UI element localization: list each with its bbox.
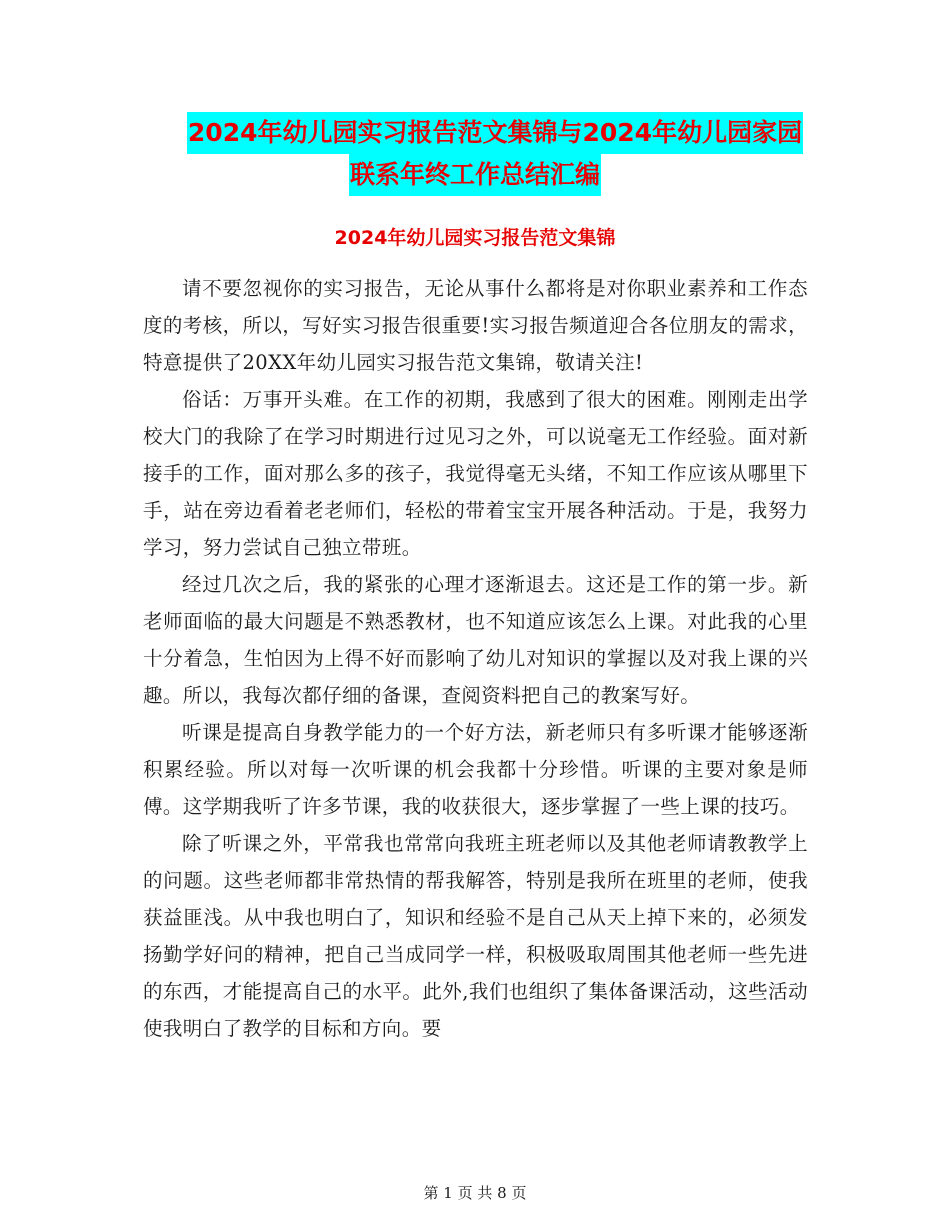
paragraph: 俗话：万事开头难。在工作的初期，我感到了很大的困难。刚刚走出学校大门的我除了在学习时期进行过见习之外，可以说毫无工作经验。面对新接手的工作，面对那么多的孩子，我觉得毫无头绪，不知工作应该从哪里下手，站在旁边看着老老师们，轻松的带着宝宝开展各种活动。于是，我努力学习，努力尝试自己独立带班。 — [143, 388, 808, 559]
document-title-line-1: 2024年幼儿园实习报告范文集锦与2024年幼儿园家园 — [187, 112, 803, 154]
section-title: 2024年幼儿园实习报告范文集锦 — [334, 227, 616, 249]
paragraph: 听课是提高自身教学能力的一个好方法，新老师只有多听课才能够逐渐积累经验。所以对每一次听课的机会我都十分珍惜。听课的主要对象是师傅。这学期我听了许多节课，我的收获很大，逐步掌握了一些上课的技巧。 — [143, 721, 808, 818]
paragraph: 请不要忽视你的实习报告，无论从事什么都将是对你职业素养和工作态度的考核，所以，写好实习报告很重要!实习报告频道迎合各位朋友的需求，特意提供了20XX年幼儿园实习报告范文集锦，敬请关注! — [143, 277, 808, 374]
paragraph: 经过几次之后，我的紧张的心理才逐渐退去。这还是工作的第一步。新老师面临的最大问题是不熟悉教材，也不知道应该怎么上课。对此我的心里十分着急，生怕因为上得不好而影响了幼儿对知识的掌握以及对我上课的兴趣。所以，我每次都仔细的备课，查阅资料把自己的教案写好。 — [143, 573, 808, 707]
document-title-line-2: 联系年终工作总结汇编 — [349, 154, 601, 196]
page-footer: 第 1 页 共 8 页 — [423, 1184, 527, 1202]
document-title — [0, 112, 950, 196]
document-body — [143, 270, 808, 1047]
paragraph: 除了听课之外，平常我也常常向我班主班老师以及其他老师请教教学上的问题。这些老师都非常热情的帮我解答，特别是我所在班里的老师，使我获益匪浅。从中我也明白了，知识和经验不是自己从天上掉下来的，必须发扬勤学好问的精神，把自己当成同学一样，积极吸取周围其他老师一些先进的东西，才能提高自己的水平。此外,我们也组织了集体备课活动，这些活动使我明白了教学的目标和方向。要 — [143, 832, 808, 1040]
